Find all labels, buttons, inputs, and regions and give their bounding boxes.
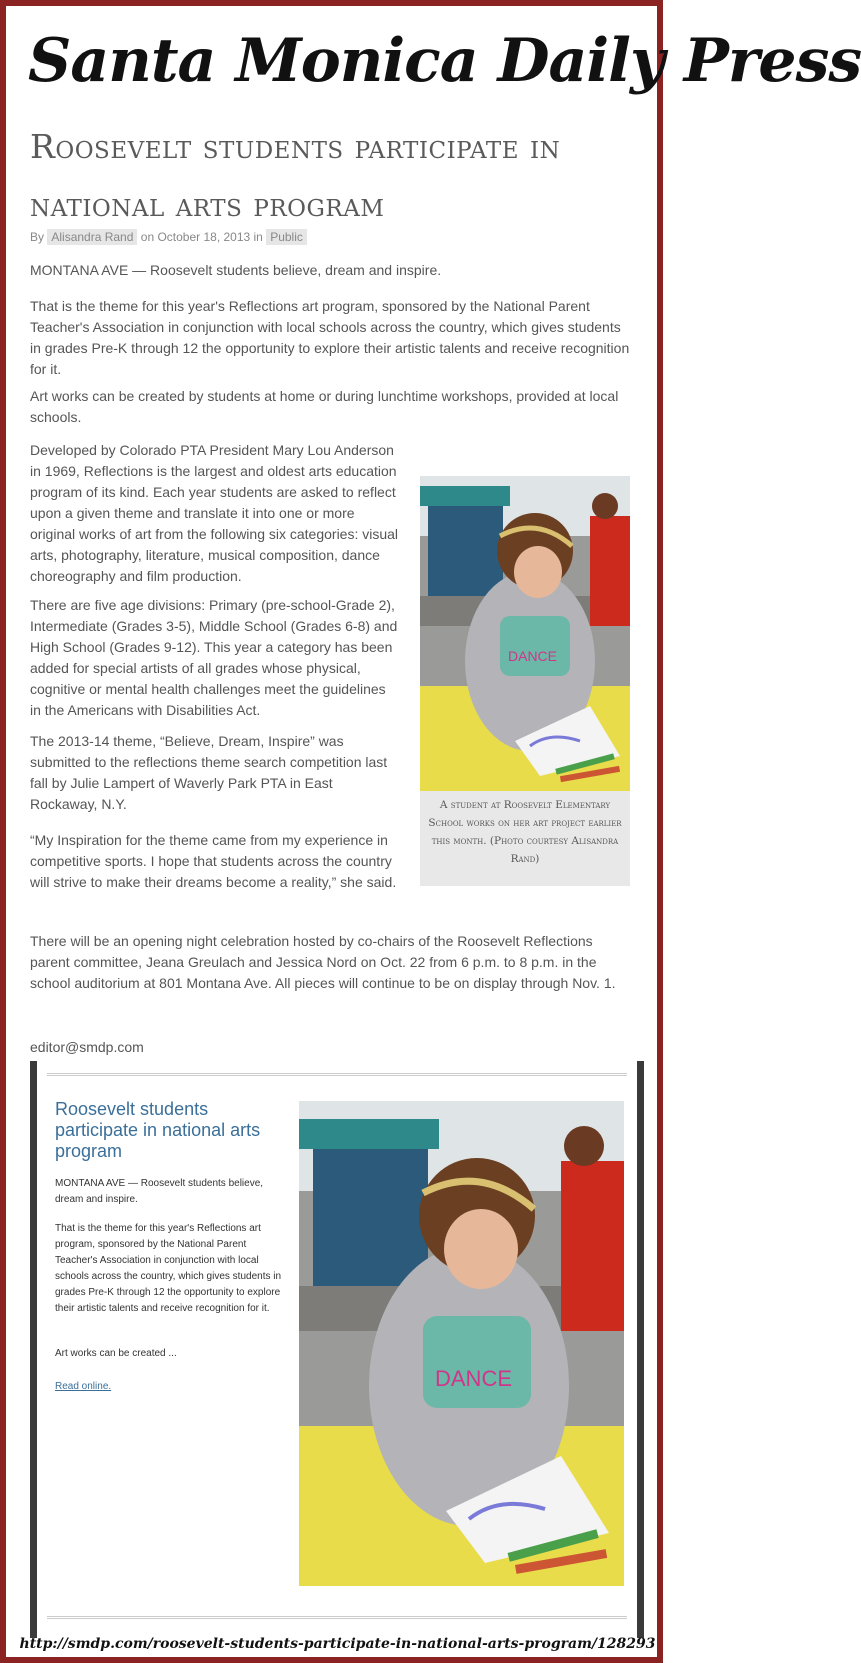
card-divider-top — [47, 1073, 627, 1076]
card-read-online — [55, 1379, 285, 1395]
card-divider-bottom — [47, 1616, 627, 1619]
share-card — [30, 1061, 644, 1638]
card-paragraph-1: MONTANA AVE — Roosevelt students believe, dream and inspire. — [55, 1178, 264, 1205]
author-link[interactable]: Alisandra Rand — [47, 229, 137, 245]
card-paragraph-3: Art works can be created ... — [55, 1348, 177, 1359]
photo-caption: A student at Roosevelt Elementary School works on her art project earlier this month. (Photo courtesy Alisandra Rand) — [428, 799, 622, 865]
paragraph-6: The 2013-14 theme, “Believe, Dream, Inspire” was submitted to the reflections theme search competition last fall by Julie Lampert of Waverly Park PTA in East Rockaway, N.Y. — [30, 733, 388, 812]
paragraph-1: MONTANA AVE — Roosevelt students believe, dream and inspire. — [30, 262, 442, 278]
article-title: Roosevelt students participate in national arts program — [30, 127, 561, 224]
svg-text:DANCE: DANCE — [508, 648, 558, 664]
article-photo[interactable] — [420, 476, 630, 791]
masthead: Santa Monica Daily Press — [28, 26, 861, 96]
contact-email[interactable]: editor@smdp.com — [30, 1039, 144, 1055]
paragraph-7: “My Inspiration for the theme came from my experience in competitive sports. I hope that students across the country will strive to make their dreams become a reality,” she said. — [30, 832, 397, 890]
paragraph-4: Developed by Colorado PTA President Mary Lou Anderson in 1969, Reflections is the largest and oldest arts education program of its kind. Each year students are asked to reflect upon a given theme and translate it into one or more original works of art from the following six categories: visual arts, photography, literature, musical composition, dance choreography and film production. — [30, 442, 399, 584]
read-online-link[interactable]: Read online. — [55, 1381, 112, 1392]
paragraph-5: There are five age divisions: Primary (pre-school-Grade 2), Intermediate (Grades 3-5), Middle School (Grades 6-8) and High School (Grades 9-12). This year a category has been added for special artists of all grades whose physical, cognitive or mental health challenges meet the guidelines in the Americans with Disabilities Act. — [30, 597, 398, 718]
card-paragraph-2: That is the theme for this year's Reflections art program, sponsored by the National Parent Teacher's Association in conjunction with local schools across the country, which gives students in grades Pre-K through 12 the opportunity to explore their artistic talents and receive recognition for it. — [55, 1223, 282, 1314]
source-url[interactable]: http://smdp.com/roosevelt-students-participate-in-national-arts-program/128293 — [19, 1636, 656, 1652]
photo-figure — [420, 476, 630, 886]
paragraph-3: Art works can be created by students at home or during lunchtime workshops, provided at local schools. — [30, 388, 619, 425]
byline-date: on October 18, 2013 in — [140, 230, 263, 244]
category-link[interactable]: Public — [266, 229, 307, 245]
byline — [30, 230, 307, 244]
byline-by: By — [30, 230, 45, 244]
card-title[interactable]: Roosevelt students participate in national arts program — [55, 1099, 261, 1161]
card-photo[interactable] — [299, 1101, 624, 1586]
paragraph-8: There will be an opening night celebration hosted by co-chairs of the Roosevelt Reflections parent committee, Jeana Greulach and Jessica Nord on Oct. 22 from 6 p.m. to 8 p.m. in the school auditorium at 801 Montana Ave. All pieces will continue to be on display through Nov. 1. — [30, 933, 616, 991]
svg-text:DANCE: DANCE — [435, 1366, 513, 1391]
paragraph-2: That is the theme for this year's Reflections art program, sponsored by the National Parent Teacher's Association in conjunction with local schools across the country, which gives students in grades Pre-K through 12 the opportunity to explore their artistic talents and receive recognition for it. — [30, 298, 630, 377]
